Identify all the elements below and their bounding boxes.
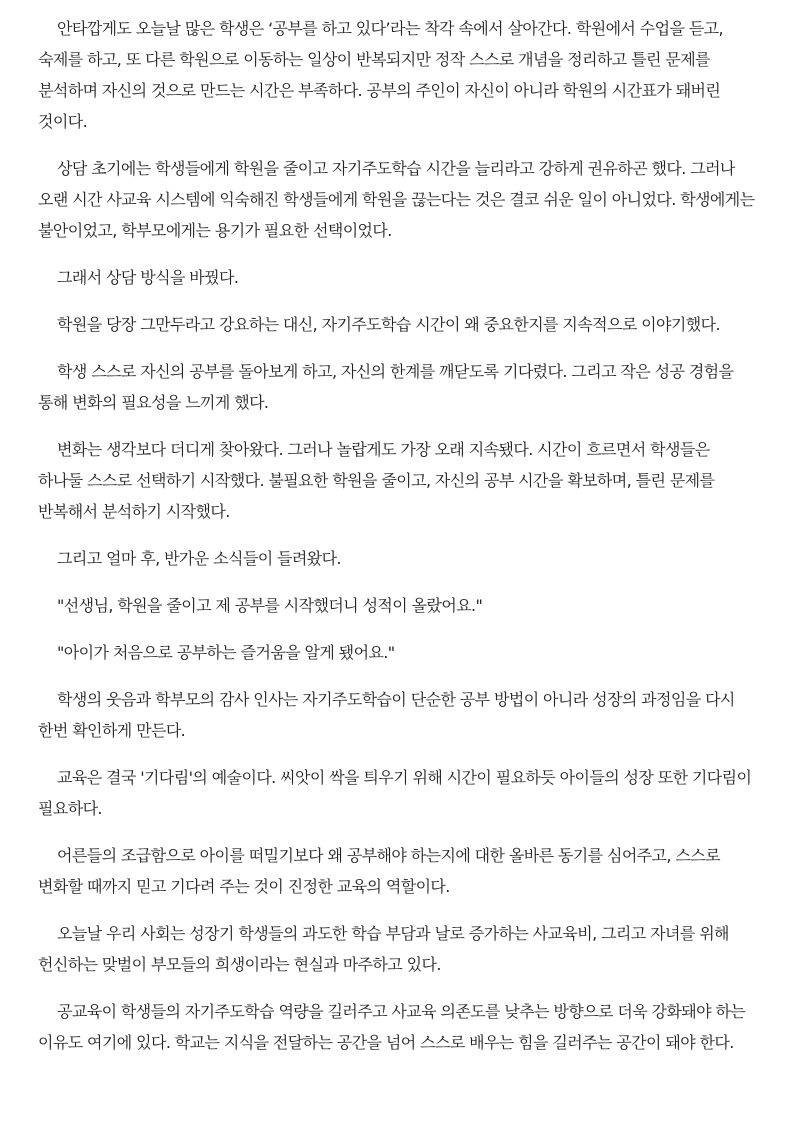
paragraph: 그리고 얼마 후, 반가운 소식들이 들려왔다. <box>57 549 341 568</box>
paragraph: 그래서 상담 방식을 바꿨다. <box>57 268 239 287</box>
paragraph: 학원을 당장 그만두라고 강요하는 대신, 자기주도학습 시간이 왜 중요한지를 지속적으로 이야기했다. <box>57 315 720 334</box>
paragraph: 학생의 웃음과 학부모의 감사 인사는 자기주도학습이 단순한 공부 방법이 아니라 성장의 과정임을 다시 한번 확인하게 만든다. <box>38 690 735 740</box>
paragraph: 공교육이 학생들의 자기주도학습 역량을 길러주고 사교육 의존도를 낮추는 방향으로 더욱 강화돼야 하는 이유도 여기에 있다. 학교는 지식을 전달하는 공간을 넘어 스스로 배우는 힘을 길러주는 공간이 돼야 한다. <box>38 1002 746 1052</box>
paragraph: 변화는 생각보다 더디게 찾아왔다. 그러나 놀랍게도 가장 오래 지속됐다. 시간이 흐르면서 학생들은 하나둘 스스로 선택하기 시작했다. 불필요한 학원을 줄이고, 자신의 공부 시간을 확보하며, 틀린 문제를 반복해서 분석하기 시작했다. <box>38 440 715 521</box>
paragraph: 교육은 결국 '기다림'의 예술이다. 씨앗이 싹을 틔우기 위해 시간이 필요하듯 아이들의 성장 또한 기다림이 필요하다. <box>38 768 752 818</box>
paragraph: 상담 초기에는 학생들에게 학원을 줄이고 자기주도학습 시간을 늘리라고 강하게 권유하곤 했다. 그러나 오랜 시간 사교육 시스템에 익숙해진 학생들에게 학원을 끊는다는 것은 결코 쉬운 일이 아니었다. 학생에게는 불안이었고, 학부모에게는 용기가 필요한 선택이었다. <box>38 159 755 240</box>
article-body <box>38 13 756 1074</box>
paragraph: 안타깝게도 오늘날 많은 학생은 ‘공부를 하고 있다’라는 착각 속에서 살아간다. 학원에서 수업을 듣고, 숙제를 하고, 또 다른 학원으로 이동하는 일상이 반복되지만 정작 스스로 개념을 정리하고 틀린 문제를 분석하며 자신의 것으로 만드는 시간은 부족하다. 공부의 주인이 자신이 아니라 학원의 시간표가 돼버린 것이다. <box>38 19 724 131</box>
paragraph: 어른들의 조급함으로 아이를 떠밀기보다 왜 공부해야 하는지에 대한 올바른 동기를 심어주고, 스스로 변화할 때까지 믿고 기다려 주는 것이 진정한 교육의 역할이다. <box>38 846 720 896</box>
quote-paragraph: "아이가 처음으로 공부하는 즐거움을 알게 됐어요." <box>57 643 395 662</box>
quote-paragraph: "선생님, 학원을 줄이고 제 공부를 시작했더니 성적이 올랐어요." <box>57 596 483 615</box>
paragraph: 학생 스스로 자신의 공부를 돌아보게 하고, 자신의 한계를 깨닫도록 기다렸다. 그리고 작은 성공 경험을 통해 변화의 필요성을 느끼게 했다. <box>38 362 734 412</box>
paragraph: 오늘날 우리 사회는 성장기 학생들의 과도한 학습 부담과 날로 증가하는 사교육비, 그리고 자녀를 위해 헌신하는 맞벌이 부모들의 희생이라는 현실과 마주하고 있다. <box>38 924 729 974</box>
